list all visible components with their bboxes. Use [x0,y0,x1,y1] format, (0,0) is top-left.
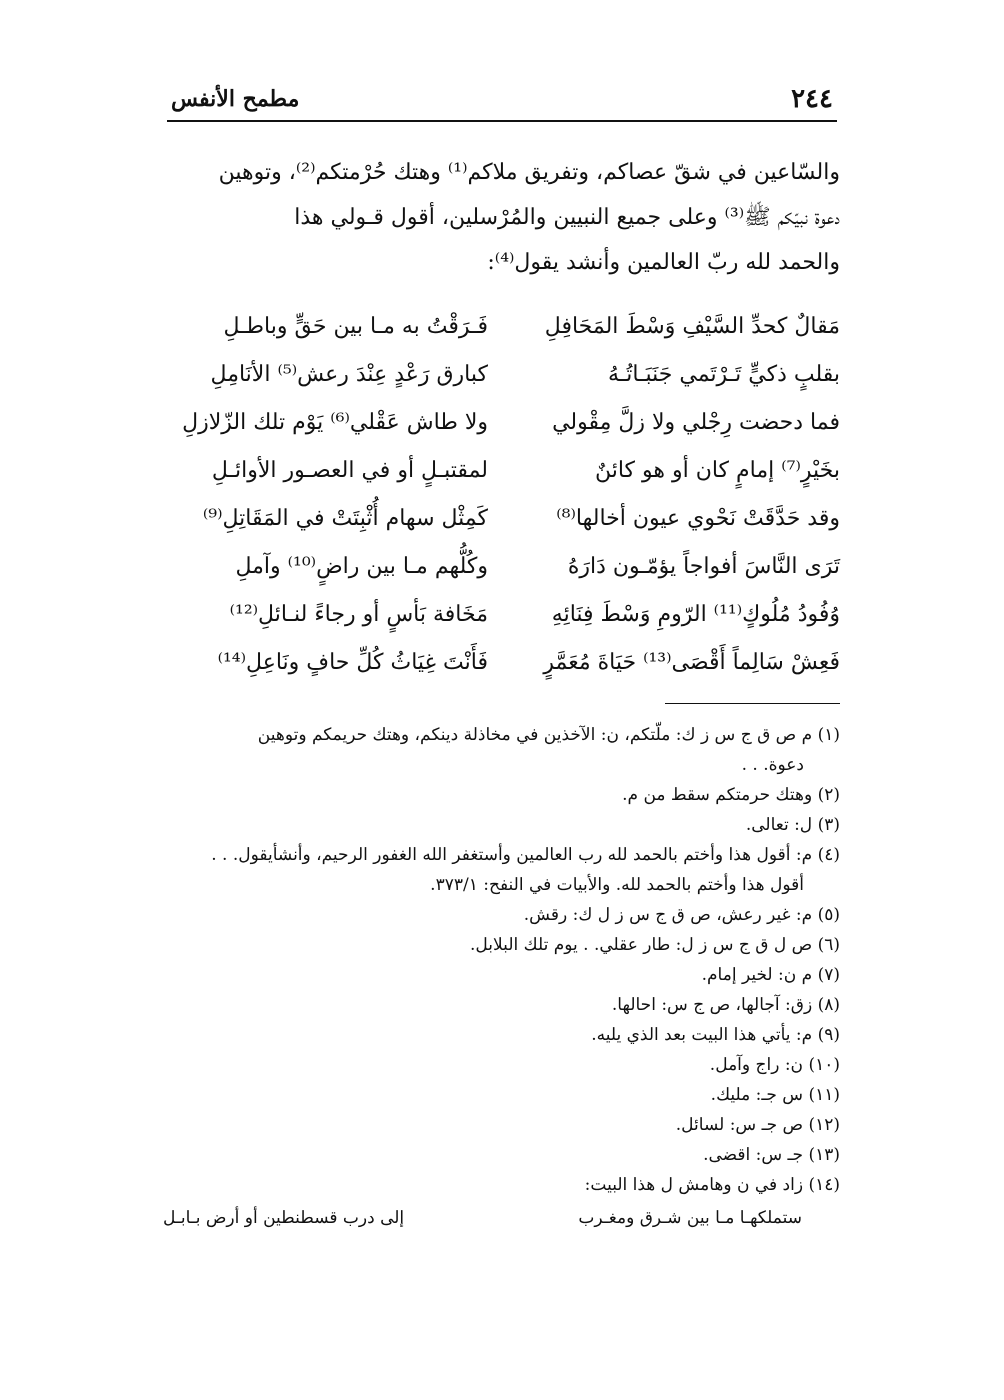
footnote-label: (١٠) [808,1055,840,1075]
verse-first-hemistich: وقد حَدَّقَتْ نَحْوي عيون أخالها⁽⁸⁾ [556,506,840,531]
footnote-text: ص ل ق ج س ز ل: طار عقلي. . يوم تلك البلابل. [470,935,813,955]
footnote [160,720,840,780]
footnote [160,960,840,990]
verse-first-hemistich: تَرَى النَّاسَ أفواجاً يؤمّـون دَارَهُ [567,554,840,579]
footnote-text: جـ س: اقضى. [703,1145,804,1165]
verse-first-hemistich: مَقالٌ كحدِّ السَّيْفِ وَسْطَ المَحَافِلِ [544,314,840,339]
footnote-label: (٧) [817,965,840,985]
footnote-label: (١) [817,725,840,745]
footnote [160,1140,840,1170]
footnote-label: (٢) [817,785,840,805]
page-number: ٢٤٤ [791,84,833,114]
footnote-label: (٤) [817,845,840,865]
poem-verse [163,353,840,401]
footnote [160,900,840,930]
footnote [160,1110,840,1140]
verse-second-hemistich: فَـرَقْتُ به مـا بين حَقٍّ وباطـلِ [223,314,488,339]
verse-first-hemistich: بقلبٍ ذكيٍّ تَـرْتَمي جَنَبَـاتُـهُ [608,362,840,387]
poem-verse [163,593,840,641]
poem-verse [163,305,840,353]
footnote-text: م ن: لخير إمام. [701,965,813,985]
footnote-text: س جـ: مليك. [710,1085,804,1105]
footnote-label: (٨) [817,995,840,1015]
extra-verse-first-hemistich: ستملكهـا مـا بين شـرق ومغـرب [578,1208,802,1228]
footnote [160,840,840,900]
footnote [160,810,840,840]
poem [163,305,840,689]
extra-verse-second-hemistich: إلى درب قسطنطين أو أرض بـابـل [163,1208,405,1228]
footnotes [160,720,840,1200]
footnote-label: (٣) [817,815,840,835]
verse-second-hemistich: كبارق رَعْدٍ عِنْدَ رعش⁽⁵⁾ الأنَامِلِ [210,362,488,387]
verse-second-hemistich: لمقتبـلٍ أو في العصـور الأوائـلِ [211,458,488,483]
verse-first-hemistich: فما دحضت رِجْلي ولا زلَّ مِقْولي [552,410,840,435]
prose-line: دعوة نبيّكم ﷺ⁽³⁾ وعلى جميع النبيين والمُرْسلين، أقول قـولي هذا [294,205,840,230]
verse-first-hemistich: فَعِشْ سَالِماً أَقْصَى⁽¹³⁾ حَيَاةَ مُعَمَّرٍ [543,650,840,675]
verse-second-hemistich: وكُلُّهم مـا بين راضٍ⁽¹⁰⁾ وآملِ [235,554,488,579]
poem-verse [163,545,840,593]
footnote-text: م ص ق ج س ز ك: ملّتكم، ن: الآخذين في مخاذلة دينكم، وهتك حريمكم وتوهين [257,725,813,745]
footnote-continuation: دعوة. . . [741,755,804,775]
footnote-text: م: يأتي هذا البيت بعد الذي يليه. [591,1025,813,1045]
poem-verse [163,641,840,689]
footnote [160,990,840,1020]
footnote-label: (٥) [817,905,840,925]
footnote-text: زاد في ن وهامش ل هذا البيت: [584,1175,804,1195]
footnote-text: ص جـ س: لسائل. [675,1115,804,1135]
poem-verse [163,401,840,449]
footnote-label: (١٣) [808,1145,840,1165]
footnote-continuation: أقول هذا وأختم بالحمد لله. والأبيات في النفح: ٣٧٣/١. [430,875,804,895]
footnote [160,930,840,960]
footnote-extra-verse [163,1208,840,1248]
footnote-label: (١٢) [808,1115,840,1135]
footnote [160,1080,840,1110]
footnote [160,1050,840,1080]
prose-line: والسّاعين في شقّ عصاكم، وتفريق ملاكم⁽¹⁾ وهتك حُرْمتكم⁽²⁾، وتوهين [218,160,840,185]
footnote-label: (٩) [817,1025,840,1045]
running-title: مطمح الأنفس [171,86,300,112]
verse-second-hemistich: ولا طاش عَقْلي⁽⁶⁾ يَوْم تلك الزّلازلِ [182,410,488,435]
verse-second-hemistich: مَخَافة بَأسٍ أو رجاءً لنـائلِ⁽¹²⁾ [229,602,488,627]
footnote-label: (١١) [808,1085,840,1105]
footnote [160,1020,840,1050]
footnote-text: م: أقول هذا وأختم بالحمد لله رب العالمين وأستغفر الله الغفور الرحيم، وأنشأيقول. . . [211,845,813,865]
footnote-label: (٦) [817,935,840,955]
footnote [160,1170,840,1200]
footnote [160,780,840,810]
footnote-text: زق: آجالها، ص ج س: احالها. [611,995,813,1015]
poem-verse [163,449,840,497]
page-header [167,82,837,122]
verse-first-hemistich: وُفُودُ مُلُوكٍ⁽¹¹⁾ الرّومِ وَسْطَ فِنَائِهِ [551,602,840,627]
footnote-label: (١٤) [808,1175,840,1195]
poem-verse [163,497,840,545]
verse-second-hemistich: كَمِثْل سهام أُثْبِتَتْ في المَقَاتِلِ⁽⁹⁾ [202,506,488,531]
prose-line: والحمد لله ربّ العالمين وأنشد يقول⁽⁴⁾: [487,250,840,275]
prose-paragraph [163,150,840,285]
footnote-text: ن: راج وآمل. [709,1055,804,1075]
footnote-text: ل: تعالى. [745,815,813,835]
verse-second-hemistich: فَأَنْتَ غِيَاثُ كُلِّ حافٍ ونَاعِلِ⁽¹⁴⁾ [217,650,488,675]
footnote-text: وهتك حرمتكم سقط من م. [622,785,813,805]
verse-first-hemistich: بخَيْرٍ⁽⁷⁾ إمامٍ كان أو هو كائنٌ [594,458,840,483]
footnote-text: م: غير رعش، ص ق ج س ز ل ك: رقش. [523,905,813,925]
footnote-separator [665,703,840,704]
